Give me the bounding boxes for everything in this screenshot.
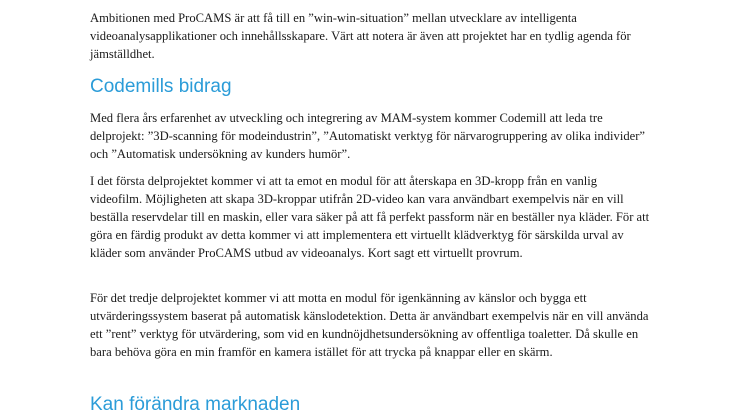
first-project-paragraph: I det första delprojektet kommer vi att ta emot en modul för att återskapa en 3D-kropp från en vanlig videofilm. Möjligheten att skapa 3D-kroppar utifrån 2D-video kan vara användbart exempelvis när en vill beställa reservdelar till en maskin, eller vara säker på att få perfekt passform när en beställer nya kläder. För att göra en färdig produkt av detta kommer vi att implementera ett virtuellt klädverktyg för särskilda urval av kläder som använder ProCAMS utbud av videoanalys. Kort sagt ett virtuellt provrum. <box>90 174 650 260</box>
experience-paragraph: Med flera års erfarenhet av utveckling och integrering av MAM-system kommer Codemill att leda tre delprojekt: ”3D-scanning för modeindustrin”, ”Automatiskt verktyg för närvarogruppering av olika individer” och ”Automatisk undersökning av kunders humör”. <box>90 111 646 161</box>
section-heading-codemill: Codemills bidrag <box>90 76 232 97</box>
section-heading-market: Kan förändra marknaden <box>90 394 301 415</box>
third-project-paragraph: För det tredje delprojektet kommer vi att motta en modul för igenkänning av känslor och bygga ett utvärderingssystem baserat på automatisk känslodetektion. Detta är användbart exempelvis när en vill använda ett ”rent” verktyg för utvärdering, som vid en kundnöjdhetsundersökning av offentliga toaletter. Då skulle en bara behöva göra en min framför en kamera istället för att trycka på knappar eller en skärm. <box>90 291 649 359</box>
intro-paragraph: Ambitionen med ProCAMS är att få till en ”win-win-situation” mellan utvecklare av intelligenta videoanalysapplikationer och innehållsskapare. Värt att notera är även att projektet har en tydlig agenda för jämställdhet. <box>90 11 631 61</box>
